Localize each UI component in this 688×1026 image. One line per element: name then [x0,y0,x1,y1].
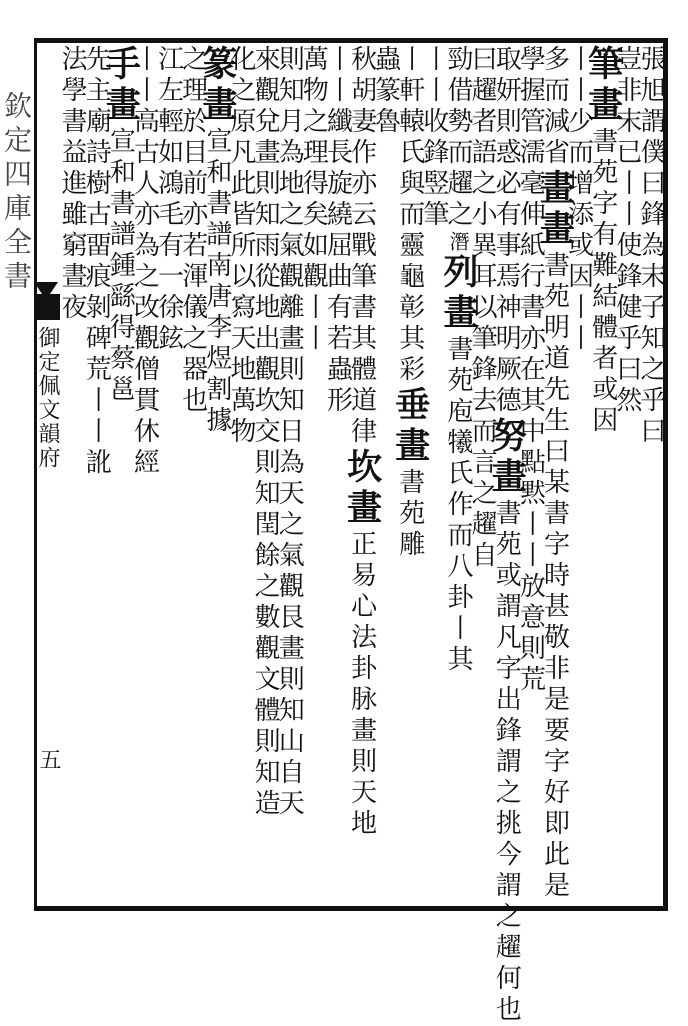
text-column [438,45,480,903]
column-text: 張旭謂僕曰鋒為末子知之乎曰 [636,45,666,448]
book-title: 御定佩文韻府 [35,326,60,470]
column-text: 宣和書譜南唐李煜割據 [201,126,232,437]
text-column [196,45,238,903]
column-text: 正易心法卦脉畫則天地 [346,529,377,840]
border-bottom [34,906,668,911]
margin-strip [0,43,34,906]
page-number: 五 [36,748,61,770]
margin-header: 欽定四庫全書 [0,91,33,295]
text-column [582,45,624,903]
border-left [34,38,37,911]
column-text: 書苑或謂凡字出鋒謂之挑今謂之趯何也 [491,498,522,1026]
column-text: 來觀兌畫則知雨從地出觀坎交則知閏餘之數觀文體則知造 [250,45,281,820]
column-text: 勁借勢而趯之 [443,45,474,231]
entry-headword: 列畫 [438,253,480,335]
column-text: 萬物之理得矣如觀丨丨 [298,45,329,355]
text-column [418,45,449,903]
text-column [153,45,184,903]
column-text: 丨丨高古人亦為之改觀僧貫休經 [129,45,160,479]
column-text: 丨丨少而增添或因丨丨 [563,45,594,355]
column-text: 宣和書譜鍾繇得蔡邕 [105,126,136,406]
column-text: 丨軒轅氏與而靈龜彰其彩 [394,45,425,386]
text-column [467,45,498,903]
column-text: 蟲篆魯 [370,45,401,138]
column-text: 多而減省 [539,45,570,169]
entry-headword: 手畫 [100,45,142,127]
text-column [81,45,112,903]
small-annotation: 潛 [446,231,471,253]
column-text: 秋胡妻作亦云戰筆書其體道律 [346,45,377,448]
text-column [322,45,353,903]
entry-headword: 坎畫 [341,448,383,530]
text-column [298,45,329,903]
border-top [34,38,668,43]
column-text: 化之原凡此皆所以寫天地萬物 [225,45,256,448]
entry-headword: 筆畫 [582,45,624,127]
text-column [225,45,256,903]
text-column [534,45,576,903]
column-text: 法學書益進雖窮晝夜 [57,45,88,324]
text-column [57,45,88,903]
text-column [129,45,160,903]
entry-headword: 努畫 [486,417,528,499]
text-column [100,45,142,903]
text-column [250,45,281,903]
column-text: 江左輕如鴻毛有一徐鉉 [153,45,184,355]
column-text: 之理於目前亦若渾儀之器也 [177,45,208,417]
column-text: 書苑明道先生曰某書字時甚敬非是要字好即此是 [539,250,570,902]
text-area [57,45,666,1026]
entry-headword: 畫畫 [534,169,576,251]
column-text: 丨丨纖長旋繞屈曲有若蟲形 [322,45,353,417]
text-column [486,45,528,1026]
column-text: 取妍則惑必有事焉神明厥德 [491,45,522,417]
text-column [636,45,666,903]
column-text: 學握管濡毫伸紙行書亦在其中點黙丨丨放意則荒 [515,45,546,696]
text-column [177,45,208,903]
text-column [341,45,383,903]
entry-headword: 篆畫 [196,45,238,127]
column-text: 書苑庖犧氏作而八卦丨其 [443,334,474,676]
column-text: 書苑字有難結體者或因 [587,126,618,437]
entry-headword: 垂畫 [389,386,431,468]
text-column [274,45,305,903]
column-text: 曰趯者語之小異耳以筆鋒去而言之趯自 [467,45,498,572]
column-text: 豈非末已丨丨使鋒健乎曰然 [611,45,642,417]
column-text: 丨丨收鋒竪筆 [418,45,449,231]
text-column [611,45,642,903]
text-column [389,45,431,903]
column-text: 書苑雕 [394,467,425,561]
column-text: 先主廟詩樹古畱痕剝碑荒丨丨訛 [81,45,112,479]
column-text: 則知月為地之氣觀離畫則知日為天之氣觀艮畫則知山自天 [274,45,305,820]
